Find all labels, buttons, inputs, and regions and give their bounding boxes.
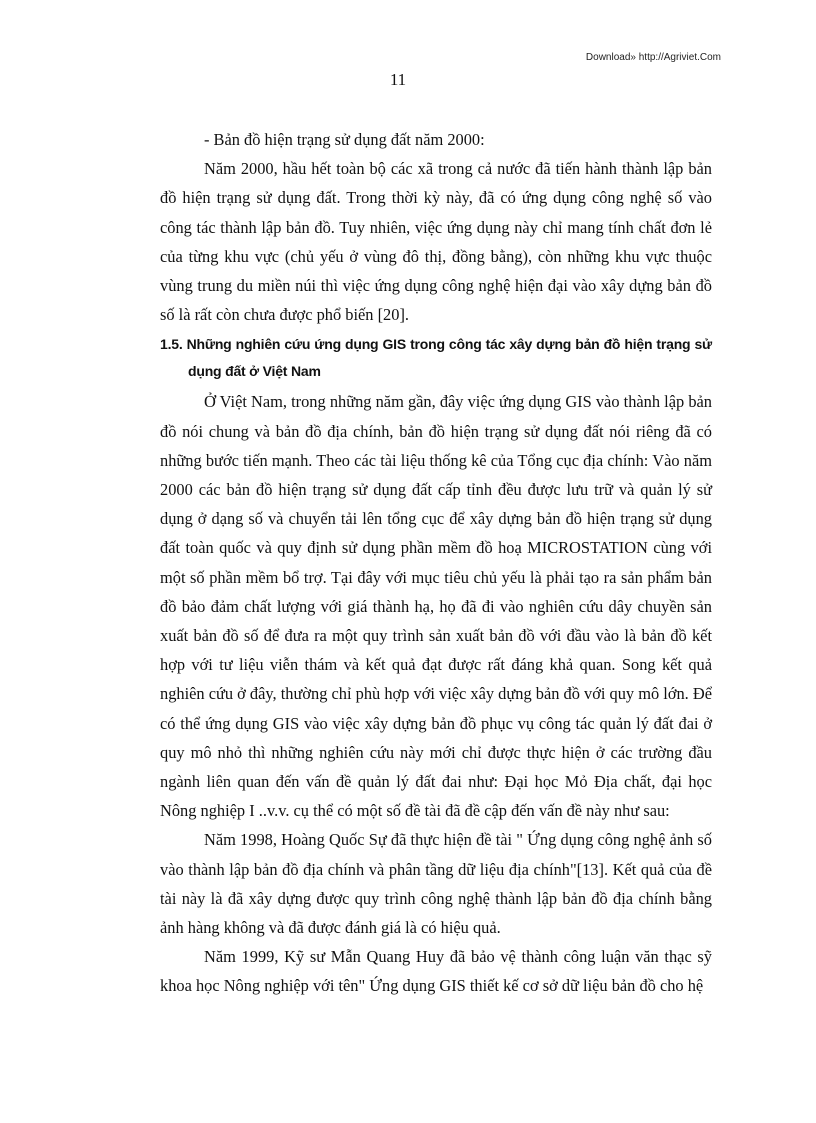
paragraph-year-2000: Năm 2000, hầu hết toàn bộ các xã trong cả nước đã tiến hành thành lập bản đồ hiện trạng sử dụng đất. Trong thời kỳ này, đã có ứng dụng công nghệ số vào công tác thành lập bản đồ. Tuy nhiên, việc ứng dụng này chỉ mang tính chất đơn lẻ của từng khu vực (chủ yếu ở vùng đô thị, đồng bằng), còn những khu vực thuộc vùng trung du miền núi thì việc ứng dụng công nghệ hiện đại vào xây dựng bản đồ số là rất còn chưa được phổ biến [20]. [160,159,712,325]
document-body [160,125,712,1001]
paragraph-year-1998: Năm 1998, Hoàng Quốc Sự đã thực hiện đề tài " Ứng dụng công nghệ ảnh số vào thành lập bản đồ địa chính và phân tầng dữ liệu địa chính"[13]. Kết quả của đề tài này là đã xây dựng được quy trình công nghệ thành lập bản đồ địa chính bằng ảnh hàng không và đã được đánh giá là có hiệu quả. [160,830,712,938]
section-heading-1-5: 1.5. Những nghiên cứu ứng dụng GIS trong công tác xây dựng bản đồ hiện trạng sử dụng đất ở Việt Nam [160,336,712,380]
paragraph-gis-vietnam: Ở Việt Nam, trong những năm gần, đây việc ứng dụng GIS vào thành lập bản đồ nói chung và bản đồ địa chính, bản đồ hiện trạng sử dụng đất nói riêng đã có những bước tiến mạnh. Theo các tài liệu thống kê của Tổng cục địa chính: Vào năm 2000 các bản đồ hiện trạng sử dụng đất cấp tỉnh đều được lưu trữ và quản lý sử dụng ở dạng số và chuyển tải lên tổng cục để xây dựng bản đồ hiện trạng sử dụng đất toàn quốc và quy định sử dụng phần mềm đồ hoạ MICROSTATION cùng với một số phần mềm bổ trợ. Tại đây với mục tiêu chủ yếu là phải tạo ra sản phẩm bản đồ bảo đảm chất lượng với giá thành hạ, họ đã đi vào nghiên cứu dây chuyền sản xuất bản đồ số để đưa ra một quy trình sản xuất bản đồ với đầu vào là bản đồ kết hợp với tư liệu viễn thám và kết quả đạt được rất đáng khả quan. Song kết quả nghiên cứu ở đây, thường chỉ phù hợp với việc xây dựng bản đồ với quy mô lớn. Để có thể ứng dụng GIS vào việc xây dựng bản đồ phục vụ công tác quản lý đất đai ở quy mô nhỏ thì những nghiên cứu này mới chỉ được thực hiện ở các trường đầu ngành liên quan đến vấn đề quản lý đất đai như: Đại học Mỏ Địa chất, đại học Nông nghiệp I ..v.v. cụ thể có một số đề tài đã đề cập đến vấn đề này như sau: [160,392,712,821]
page-number: 11 [389,70,407,89]
download-source-note: Download» http://Agriviet.Com [585,52,721,63]
paragraph-year-1999: Năm 1999, Kỹ sư Mẫn Quang Huy đã bảo vệ thành công luận văn thạc sỹ khoa học Nông nghiệp với tên" Ứng dụng GIS thiết kế cơ sở dữ liệu bản đồ cho hệ [160,947,712,996]
subheading-land-use-map-2000: - Bản đồ hiện trạng sử dụng đất năm 2000: [204,130,485,149]
